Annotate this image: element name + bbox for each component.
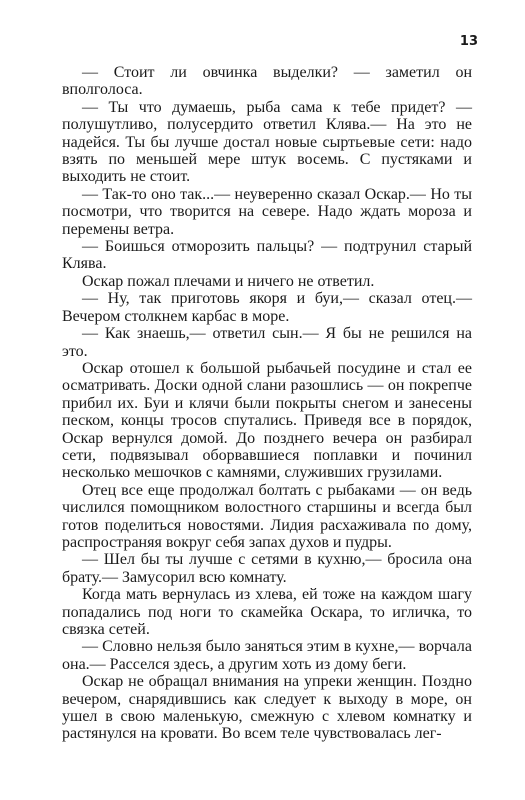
paragraph: — Стоит ли овчинка выделки? — заметил он вполголоса. <box>62 64 472 99</box>
body-text <box>62 64 472 743</box>
paragraph: Оскар пожал плечами и ничего не ответил. <box>82 272 375 290</box>
paragraph: — Ну, так приготовь якоря и буи,— сказал отец.— Вечером столкнем карбас в море. <box>62 290 472 325</box>
paragraph: Когда мать вернулась из хлева, ей тоже на каждом шагу попадались под ноги то скамейка Оскара, то игличка, то связка сетей. <box>62 586 472 638</box>
paragraph: — Ты что думаешь, рыба сама к тебе придет? — полушутливо, полусердито ответил Клява.— На это не надейся. Ты бы лучше достал новые сыртьевые сети: надо взять по меньшей мере штук восемь. С пустяками и выходить не стоит. <box>62 98 472 186</box>
page-number: 13 <box>459 34 478 49</box>
paragraph: — Так-то оно так...— неуверенно сказал Оскар.— Но ты посмотри, что творится на севере. Надо ждать мороза и перемены ветра. <box>62 185 472 238</box>
paragraph: Отец все еще продолжал болтать с рыбаками — он ведь числился помощником волостного старшины и всегда был готов поделиться новостями. Лидия расхаживала по дому, распространяя вокруг себя запах духов и пудры. <box>62 481 472 551</box>
paragraph: Оскар отошел к большой рыбачьей посудине и стал ее осматривать. Доски одной слани разошлись — он покрепче прибил их. Буи и клячи были покрыты снегом и занесены песком, концы тросов спутались. Приведя все в порядок, Оскар вернулся домой. До позднего вечера он разбирал сети, подвязывал оборвавшиеся поплавки и починил несколько мешочков с камнями, служивших грузилами. <box>62 359 472 482</box>
paragraph: — Словно нельзя было заняться этим в кухне,— ворчала она.— Расселся здесь, а другим хоть из дому беги. <box>62 638 472 673</box>
paragraph: Оскар не обращал внимания на упреки женщин. Поздно вечером, снарядившись как следует к выходу в море, он ушел в свою маленькую, смежную с хлевом комнатку и растянулся на кровати. Во всем теле чувствовалась лег- <box>62 673 472 743</box>
paragraph: — Как знаешь,— ответил сын.— Я бы не решился на это. <box>62 325 472 360</box>
paragraph: — Шел бы ты лучше с сетями в кухню,— бросила она брату.— Замусорил всю комнату. <box>62 551 472 586</box>
paragraph: — Боишься отморозить пальцы? — подтрунил старый Клява. <box>62 238 472 273</box>
